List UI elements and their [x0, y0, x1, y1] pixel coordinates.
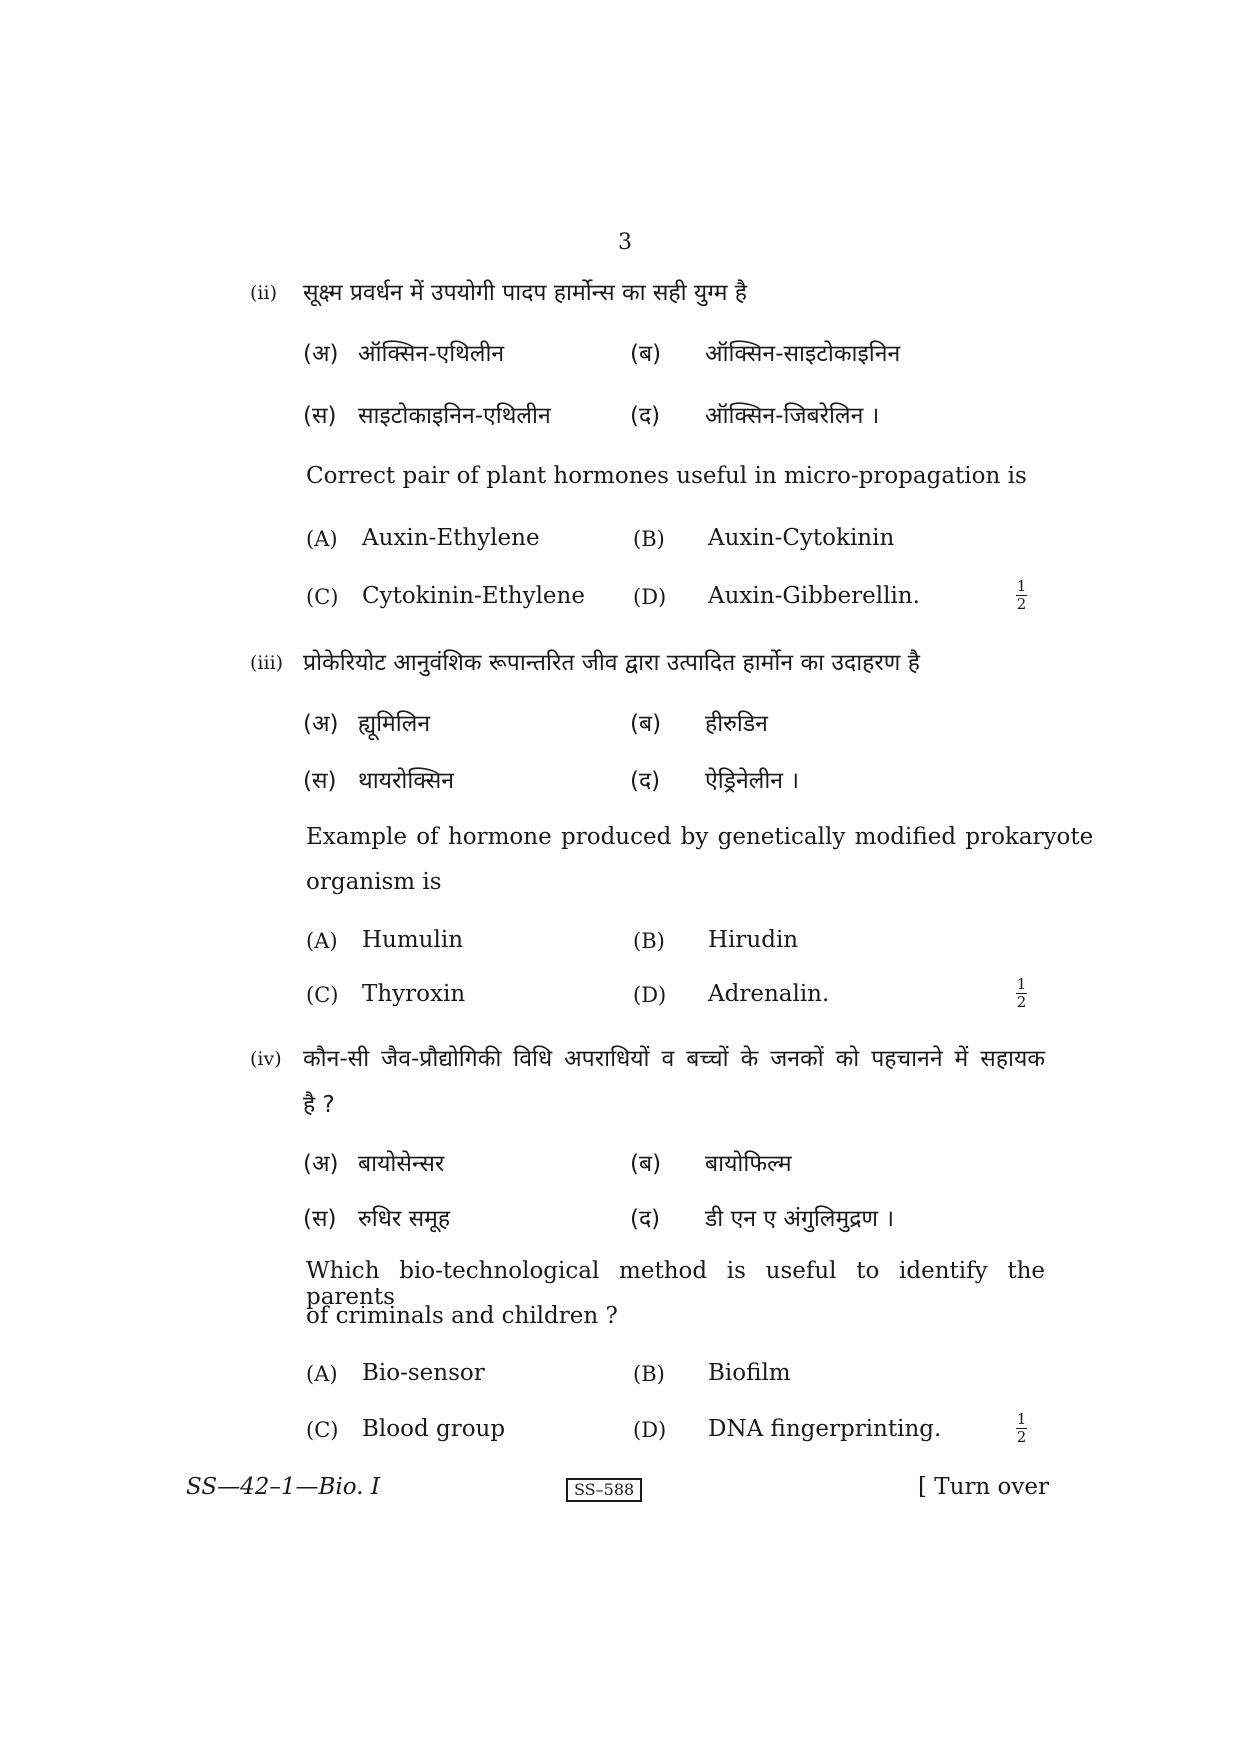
marks-denominator: 2 — [1016, 993, 1027, 1011]
option-label: (C) — [306, 585, 339, 609]
option-label: (C) — [306, 983, 339, 1007]
option-text: रुधिर समूह — [358, 1206, 451, 1232]
turn-over-note: [ Turn over — [918, 1474, 1050, 1500]
option-text: ऑक्सिन-जिबरेलिन । — [705, 403, 880, 429]
marks-numerator: 1 — [1016, 975, 1027, 993]
question-number: (iii) — [250, 652, 284, 674]
option-text: Thyroxin — [362, 981, 466, 1007]
option-label: (A) — [306, 1362, 338, 1386]
option-label: (अ) — [303, 341, 339, 367]
option-text: DNA fingerprinting. — [708, 1416, 942, 1442]
question-text-english-line-1: Which bio-technological method is useful to identify the parents — [306, 1258, 1045, 1310]
question-text-english: Correct pair of plant hormones useful in micro-propagation is — [306, 463, 1027, 489]
option-label: (द) — [630, 1206, 661, 1232]
option-text: Adrenalin. — [708, 981, 830, 1007]
question-text-hindi-line-1: कौन-सी जैव-प्रौद्योगिकी विधि अपराधियों व बच्चों के जनकों को पहचानने में सहायक — [303, 1046, 1045, 1072]
marks-denominator: 2 — [1016, 595, 1027, 613]
option-label: (A) — [306, 929, 338, 953]
question-text-english-line-2: of criminals and children ? — [306, 1303, 618, 1329]
option-label: (B) — [633, 527, 665, 551]
option-label: (D) — [633, 585, 667, 609]
option-text: Cytokinin-Ethylene — [362, 583, 585, 609]
question-number: (iv) — [250, 1048, 282, 1070]
option-text: Auxin-Ethylene — [362, 525, 540, 551]
option-label: (द) — [630, 768, 661, 794]
option-text: बायोसेन्सर — [358, 1151, 445, 1177]
option-label: (अ) — [303, 711, 339, 737]
option-text: ह्यूमिलिन — [358, 711, 431, 737]
marks-numerator: 1 — [1016, 577, 1027, 595]
marks-denominator: 2 — [1016, 1428, 1027, 1446]
option-text: साइटोकाइनिन-एथिलीन — [358, 403, 551, 429]
question-text-hindi-line-2: है ? — [303, 1092, 335, 1118]
page-number: 3 — [618, 230, 632, 255]
question-text-hindi: प्रोकेरियोट आनुवंशिक रूपान्तरित जीव द्वारा उत्पादित हार्मोन का उदाहरण है — [303, 650, 920, 676]
question-text-hindi: सूक्ष्म प्रवर्धन में उपयोगी पादप हार्मोन्स का सही युग्म है — [303, 280, 747, 306]
option-text: Bio-sensor — [362, 1360, 485, 1386]
option-label: (ब) — [630, 341, 662, 367]
option-label: (ब) — [630, 711, 662, 737]
option-text: बायोफिल्म — [705, 1151, 792, 1177]
option-text: ऐड्रिनेलीन । — [705, 768, 800, 794]
option-text: थायरोक्सिन — [358, 768, 455, 794]
option-text: Hirudin — [708, 927, 799, 953]
option-text: Auxin-Gibberellin. — [708, 583, 920, 609]
paper-code: SS—42–1—Bio. I — [186, 1474, 380, 1500]
option-text: Biofilm — [708, 1360, 791, 1386]
option-text: Auxin-Cytokinin — [708, 525, 895, 551]
option-label: (स) — [303, 768, 337, 794]
option-text: Humulin — [362, 927, 464, 953]
option-text: हीरुडिन — [705, 711, 768, 737]
option-text: ऑक्सिन-एथिलीन — [358, 341, 505, 367]
marks-numerator: 1 — [1016, 1410, 1027, 1428]
marks-fraction — [1016, 579, 1027, 612]
question-text-english-line-1 — [306, 824, 1094, 850]
option-label: (C) — [306, 1418, 339, 1442]
option-label: (D) — [633, 983, 667, 1007]
option-label: (D) — [633, 1418, 667, 1442]
question-number: (ii) — [250, 282, 277, 304]
marks-fraction — [1016, 1412, 1027, 1445]
option-label: (B) — [633, 929, 665, 953]
option-label: (अ) — [303, 1151, 339, 1177]
marks-fraction — [1016, 977, 1027, 1010]
option-label: (A) — [306, 527, 338, 551]
option-text: डी एन ए अंगुलिमुद्रण । — [705, 1206, 895, 1232]
question-text-english-line-2: organism is — [306, 869, 442, 895]
option-label: (स) — [303, 1206, 337, 1232]
option-text: ऑक्सिन-साइटोकाइनिन — [705, 341, 901, 367]
option-label: (ब) — [630, 1151, 662, 1177]
option-label: (द) — [630, 403, 661, 429]
option-label: (स) — [303, 403, 337, 429]
option-text: Blood group — [362, 1416, 506, 1442]
series-code-box: SS–588 — [566, 1478, 642, 1502]
option-label: (B) — [633, 1362, 665, 1386]
english-line: Example of hormone produced by genetically modified prokaryote — [306, 824, 1094, 850]
